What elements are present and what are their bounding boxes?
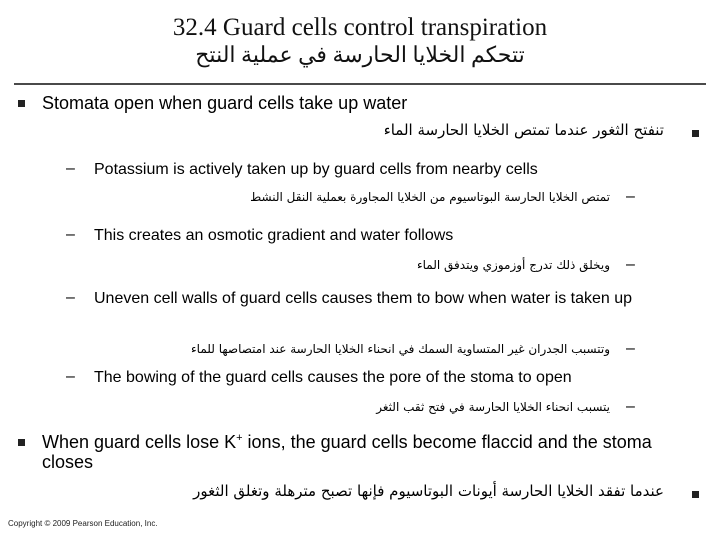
dash-icon: – [626, 256, 635, 273]
potassium-superscript: + [236, 432, 243, 444]
slide-title-english: 32.4 Guard cells control transpiration [172, 14, 548, 41]
dash-icon: – [626, 188, 635, 205]
bullet-1-english: Stomata open when guard cells take up water [42, 93, 408, 113]
sub-4-arabic: يتسبب انحناء الخلايا الحارسة في فتح ثقب الثغر [376, 400, 610, 414]
bullet-square-icon [692, 491, 699, 498]
sub-3-arabic: وتتسبب الجدران غير المتساوية السمك في انحناء الخلايا الحارسة عند امتصاصها للماء [191, 342, 610, 356]
bullet-square-icon [692, 130, 699, 137]
dash-icon: – [66, 226, 75, 243]
copyright-notice: Copyright © 2009 Pearson Education, Inc. [8, 519, 158, 528]
bullet-2-english [42, 432, 682, 472]
bullet-1-arabic: تنفتح الثغور عندما تمتص الخلايا الحارسة الماء [383, 121, 664, 139]
bullet-2-text-before: When guard cells lose K [42, 432, 237, 452]
dash-icon: – [66, 368, 75, 385]
sub-3-english: Uneven cell walls of guard cells causes them to bow when water is taken up [94, 290, 633, 307]
title-divider [14, 83, 706, 85]
bullet-2-arabic: عندما تفقد الخلايا الحارسة أيونات البوتاسيوم فإنها تصبح مترهلة وتغلق الثغور [193, 482, 664, 500]
sub-1-english: Potassium is actively taken up by guard cells from nearby cells [94, 161, 538, 178]
bullet-2-text-after: ions, the guard cells become flaccid and the stoma closes [42, 432, 652, 472]
slide-title-arabic: تتحكم الخلايا الحارسة في عملية النتح [195, 42, 525, 67]
dash-icon: – [66, 289, 75, 306]
dash-icon: – [66, 160, 75, 177]
sub-2-english: This creates an osmotic gradient and water follows [94, 227, 454, 244]
sub-1-arabic: تمتص الخلايا الحارسة البوتاسيوم من الخلايا المجاورة بعملية النقل النشط [250, 190, 610, 204]
sub-2-arabic: ويخلق ذلك تدرج أوزموزي ويتدفق الماء [417, 258, 610, 272]
bullet-square-icon [18, 100, 25, 107]
bullet-square-icon [18, 439, 25, 446]
dash-icon: – [626, 340, 635, 357]
dash-icon: – [626, 398, 635, 415]
sub-4-english: The bowing of the guard cells causes the pore of the stoma to open [94, 369, 572, 386]
